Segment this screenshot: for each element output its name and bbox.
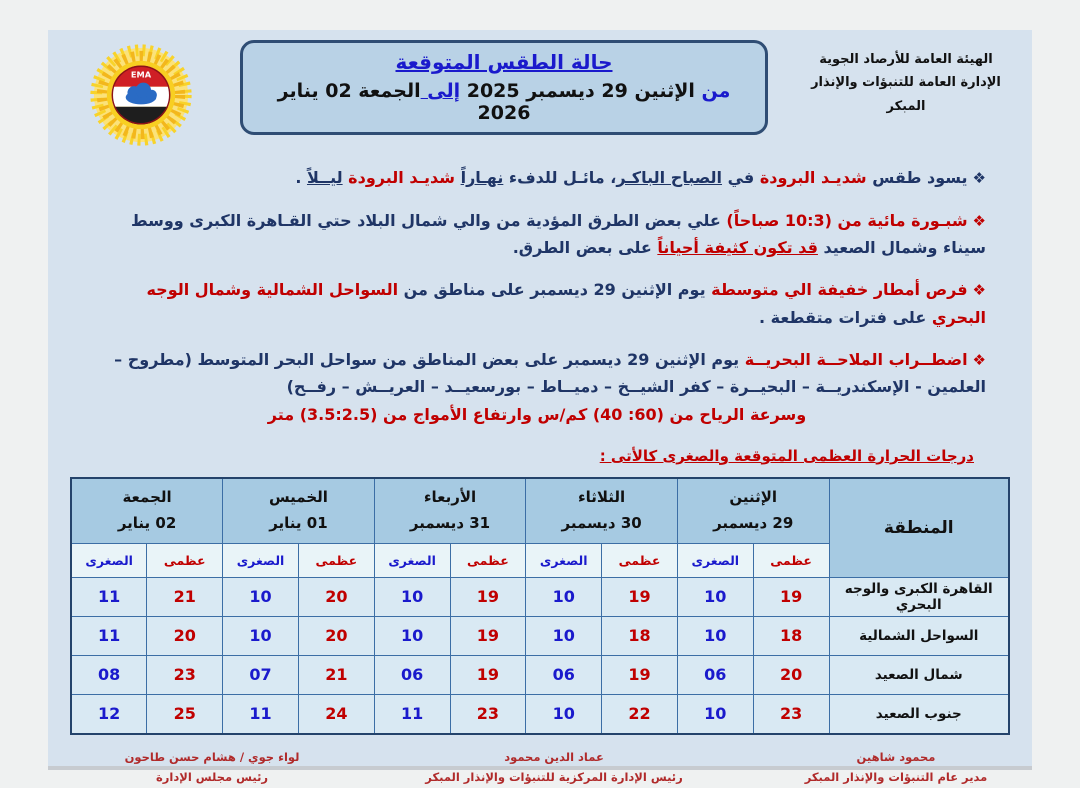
text-segment: على فترات متقطعة .	[759, 307, 927, 327]
min-label: الصغرى	[526, 543, 602, 577]
min-label: الصغرى	[374, 543, 450, 577]
table-row	[71, 694, 1009, 734]
temp-cell-max: 19	[450, 655, 526, 694]
organization-block	[792, 38, 1020, 118]
temp-cell-max: 24	[298, 694, 374, 734]
temp-cell-max: 22	[602, 694, 678, 734]
table-caption: درجات الحرارة العظمى المتوقعة والصغرى كالأتى :	[599, 446, 974, 465]
text-segment: شبـورة مائية من (10:3 صباحاً)	[726, 210, 968, 230]
temp-cell-max: 20	[753, 655, 829, 694]
logo-container	[66, 38, 216, 148]
signature-title: مدير عام التنبؤات والإنذار المبكر	[804, 770, 988, 785]
temp-cell-max: 23	[450, 694, 526, 734]
temp-cell-max: 19	[753, 577, 829, 616]
min-label: الصغرى	[223, 543, 299, 577]
max-label: عظمى	[753, 543, 829, 577]
title-box	[240, 40, 768, 135]
bullet-general-weather	[88, 164, 986, 192]
text-segment: الصباح الباكـر	[616, 168, 723, 187]
min-label: الصغرى	[71, 543, 147, 577]
from-date: الإثنين 29 ديسمبر 2025	[460, 80, 695, 102]
temp-cell-min: 11	[71, 616, 147, 655]
signature-name: محمود شاهين	[856, 749, 936, 764]
from-label: من	[694, 80, 731, 102]
table-row	[71, 616, 1009, 655]
forecast-period	[253, 80, 755, 124]
temp-cell-min: 11	[223, 694, 299, 734]
table-header-days	[71, 478, 1009, 544]
min-label: الصغرى	[677, 543, 753, 577]
signature-title: رئيس مجلس الإدارة	[156, 770, 269, 785]
signature-director	[796, 747, 996, 788]
temp-cell-min: 11	[374, 694, 450, 734]
text-segment: ، مائـل للدفء	[503, 168, 617, 187]
text-segment: علي بعض الطرق المؤدية من والي شمال البلاد حتي القـاهرة الكبرى ووسط سيناء وشمال الصعيد	[130, 210, 986, 257]
organization-name: الهيئة العامة للأرصاد الجوية	[819, 52, 993, 67]
temp-cell-min: 10	[677, 616, 753, 655]
region-cell: القاهرة الكبرى والوجه البحري	[829, 577, 1009, 616]
temp-cell-min: 12	[71, 694, 147, 734]
day-header	[374, 478, 526, 544]
table-row	[71, 577, 1009, 616]
temp-cell-max: 18	[753, 616, 829, 655]
max-label: عظمى	[147, 543, 223, 577]
signature-title: رئيس الإدارة المركزية للتنبؤات والإنذار المبكر	[425, 770, 683, 785]
text-segment: شديـد البرودة	[342, 168, 461, 187]
text-segment: .	[295, 168, 307, 187]
logo-abbr-text: EMA	[130, 69, 152, 80]
text-segment: السواحل الشمالية وشمال الوجه البحري	[146, 280, 986, 327]
max-label: عظمى	[602, 543, 678, 577]
region-cell: السواحل الشمالية	[829, 616, 1009, 655]
day-name: الإثنين	[729, 488, 778, 507]
text-segment: نهـاراً	[460, 168, 504, 187]
wind-wave-line: وسرعة الرياح من (60: 40) كم/س وارتفاع الأمواج من (3.5:2.5) متر	[267, 404, 807, 424]
temp-cell-max: 19	[450, 577, 526, 616]
temp-cell-max: 23	[753, 694, 829, 734]
region-column-header: المنطقة	[829, 478, 1009, 578]
text-segment: يسود طقس	[866, 168, 968, 187]
to-label: إلى	[420, 80, 461, 102]
day-header	[526, 478, 678, 544]
day-header	[677, 478, 829, 544]
text-segment: شديـد البرودة	[754, 168, 867, 187]
temp-cell-max: 20	[298, 616, 374, 655]
temp-cell-min: 06	[526, 655, 602, 694]
signature-name: لواء جوي / هشام حسن طاحون	[124, 749, 300, 764]
day-date: 01 يناير	[269, 513, 328, 532]
bullet-rain	[88, 276, 986, 331]
ema-sun-logo-icon	[82, 42, 200, 148]
signature-chairman	[112, 747, 312, 788]
table-row	[71, 655, 1009, 694]
temp-cell-min: 10	[374, 577, 450, 616]
temp-cell-max: 21	[147, 577, 223, 616]
text-segment: اضطــراب الملاحــة البحريــة	[739, 349, 968, 369]
temp-cell-max: 20	[298, 577, 374, 616]
day-name: الثلاثاء	[577, 488, 626, 507]
temp-cell-max: 23	[147, 655, 223, 694]
temp-cell-min: 06	[374, 655, 450, 694]
signature-head-central-admin	[425, 747, 682, 788]
page-title: حالة الطقس المتوقعة	[395, 50, 613, 74]
text-segment: يوم الإثنين 29 ديسمبر على مناطق من	[398, 280, 706, 300]
forecast-bullets	[48, 148, 1032, 465]
header	[48, 36, 1032, 148]
diamond-bullet-icon: ❖	[972, 211, 986, 230]
region-cell: جنوب الصعيد	[829, 694, 1009, 734]
temp-cell-min: 10	[223, 577, 299, 616]
temp-cell-min: 10	[374, 616, 450, 655]
day-header	[223, 478, 375, 544]
day-name: الأربعاء	[423, 488, 477, 507]
day-date: 31 ديسمبر	[409, 513, 491, 532]
signature-name: عماد الدين محمود	[504, 749, 604, 764]
temp-cell-max: 19	[602, 577, 678, 616]
text-segment: قد تكون كثيفة أحياناً	[657, 238, 818, 257]
temp-cell-min: 07	[223, 655, 299, 694]
diamond-bullet-icon: ❖	[972, 169, 986, 187]
diamond-bullet-icon: ❖	[972, 281, 986, 300]
weather-bulletin-page	[48, 30, 1032, 785]
text-segment: يوم الإثنين 29 ديسمبر على بعض المناطق من سواحل البحر المتوسط (مطروح – العلمين - الإسكندريــة – البحيــرة – كفر الشيــخ – دميــاط – بورسعيــد – العريــش – رفــح)	[114, 349, 986, 397]
temp-cell-min: 10	[526, 616, 602, 655]
day-date: 29 ديسمبر	[713, 513, 794, 532]
day-date: 02 يناير	[117, 513, 177, 532]
organization-department: الإدارة العامة للتنبؤات والإنذار المبكر	[811, 75, 1001, 114]
bullet-fog	[88, 207, 986, 262]
temp-cell-min: 10	[223, 616, 299, 655]
day-name: الجمعة	[122, 488, 172, 507]
temp-cell-min: 11	[71, 577, 147, 616]
temp-cell-max: 21	[298, 655, 374, 694]
temp-cell-min: 10	[677, 694, 753, 734]
text-segment: فرص أمطار خفيفة الي متوسطة	[705, 280, 968, 300]
text-segment: في	[722, 168, 755, 187]
temp-cell-min: 10	[526, 694, 602, 734]
text-segment: ليــلاً	[306, 168, 343, 187]
bullet-marine	[88, 346, 986, 428]
max-label: عظمى	[298, 543, 374, 577]
day-name: الخميس	[268, 488, 328, 507]
temp-cell-max: 25	[147, 694, 223, 734]
to-date: الجمعة 02 يناير 2026	[277, 80, 531, 124]
diamond-bullet-icon: ❖	[972, 350, 986, 369]
temp-cell-max: 20	[147, 616, 223, 655]
temp-cell-max: 19	[450, 616, 526, 655]
day-date: 30 ديسمبر	[561, 513, 642, 532]
signatures-footer	[48, 735, 1032, 788]
temp-cell-min: 10	[526, 577, 602, 616]
temp-cell-max: 19	[602, 655, 678, 694]
max-label: عظمى	[450, 543, 526, 577]
temp-cell-max: 18	[602, 616, 678, 655]
temperature-table	[70, 477, 1010, 735]
region-cell: شمال الصعيد	[829, 655, 1009, 694]
temp-cell-min: 06	[677, 655, 753, 694]
text-segment: على بعض الطرق.	[512, 238, 658, 257]
temp-cell-min: 10	[677, 577, 753, 616]
temp-cell-min: 08	[71, 655, 147, 694]
day-header	[71, 478, 223, 544]
